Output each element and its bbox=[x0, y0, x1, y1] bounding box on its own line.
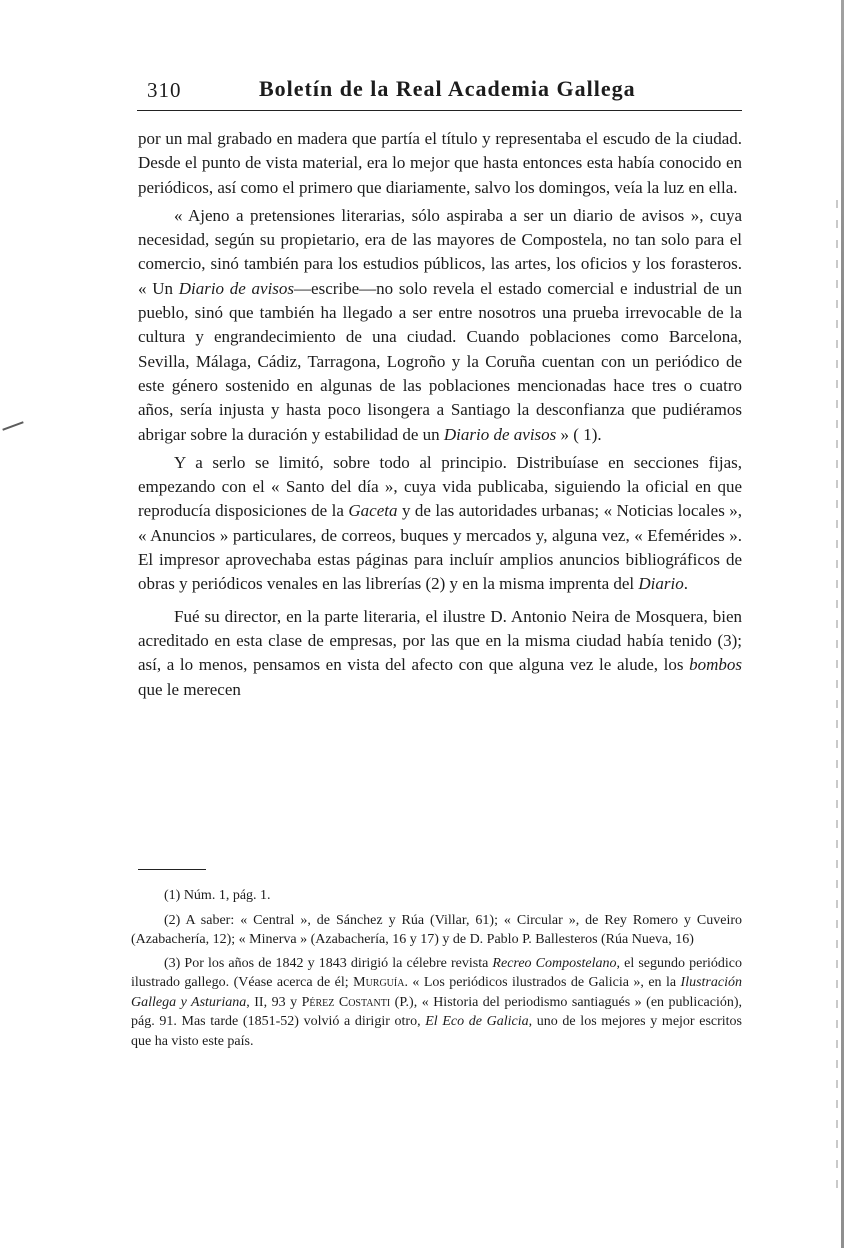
italic-word: bombos bbox=[689, 655, 742, 675]
scan-edge-shadow bbox=[841, 0, 844, 1248]
margin-pencil-mark bbox=[2, 421, 23, 430]
page-number: 310 bbox=[147, 78, 182, 102]
italic-title: Gaceta bbox=[348, 501, 398, 521]
footnotes bbox=[131, 886, 742, 1055]
footnote-separator bbox=[138, 869, 206, 870]
footnote-3: (3) Por los años de 1842 y 1843 dirigió la célebre revista Recreo Compostelano, el segundo periódico ilustrado gallego. (Véase acerca de él; Murguía. « Los periódicos ilustrados de Galicia », en la Ilustración Gallega y Asturiana, II, 93 y Pérez Costanti (P.), « Historia del periodismo santiagués » (en publicación), pág. 91. Mas tarde (1851-52) volvió a dirigir otro, El Eco de Galicia, uno de los mejores y mejor escritos que ha visto este país. bbox=[131, 955, 743, 1049]
footnote-1: (1) Núm. 1, pág. 1. bbox=[164, 888, 271, 903]
paragraph-3: Y a serlo se limitó, sobre todo al principio. Distribuíase en secciones fijas, empezando con el « Santo del día », cuya vida publicaba, siguiendo la oficial en que reproducía disposiciones de la Gaceta y de las autoridades urbanas; « Noticias locales », « Anuncios » particulares, de correos, buques y mercados y, alguna vez, « Efemérides ». El impresor aprovechaba estas páginas para incluír amplios anuncios bibliográficos de obras y periódicos venales en las librerías (2) y en la misma imprenta del Diario. bbox=[138, 452, 743, 594]
body-text bbox=[138, 127, 742, 706]
footnote-2: (2) A saber: « Central », de Sánchez y Rúa (Villar, 61); « Circular », de Rey Romero y Cuveiro (Azabachería, 12); « Minerva » (Azabachería, 16 y 17) y de D. Pablo P. Ballesteros (Rúa Nueva, 16) bbox=[131, 912, 742, 947]
paragraph-2: « Ajeno a pretensiones literarias, sólo aspiraba a ser un diario de avisos », cuya necesidad, según su propietario, era de las mayores de Compostela, no tan solo para el comercio, sinó también para los estudios públicos, las artes, los oficios y los forasteros. « Un Diario de avisos—escribe—no solo revela el estado comercial e industrial de un pueblo, sinó que también ha llegado a ser entre nosotros una prueba irrevocable de la cultura y engrandecimiento de una ciudad. Cuando poblaciones como Barcelona, Sevilla, Málaga, Cádiz, Tarragona, Logroño y la Coruña cuentan con un periódico de este género sostenido en algunas de las poblaciones mencionadas hace tres o cuatro años, sería injusta y hasta poco lisongera a Santiago la desconfianza que pudiéramos abrigar sobre la duración y estabilidad de un Diario de avisos » ( 1). bbox=[138, 205, 743, 444]
scan-edge-mark bbox=[836, 200, 838, 1200]
running-title: Boletín de la Real Academia Gallega bbox=[259, 76, 636, 101]
italic-title: Diario de avisos bbox=[443, 424, 557, 444]
paragraph-4: Fué su director, en la parte literaria, el ilustre D. Antonio Neira de Mosquera, bien acreditado en esta clase de empresas, por las que en la misma ciudad había tenido (3); así, a lo menos, pensamos en vista del afecto con que alguna vez le alude, los bombos que le merecen bbox=[138, 606, 742, 699]
page-header bbox=[137, 74, 742, 111]
italic-title: Diario de avisos bbox=[178, 278, 295, 298]
italic-title: Diario bbox=[638, 574, 684, 594]
paragraph-1: por un mal grabado en madera que partía el título y representaba el escudo de la ciudad. Desde el punto de vista material, era lo mejor que hasta entonces esta había conocido en periódicos, así como el primero que diariamente, salvo los domingos, veía la luz en ella. bbox=[138, 129, 742, 197]
